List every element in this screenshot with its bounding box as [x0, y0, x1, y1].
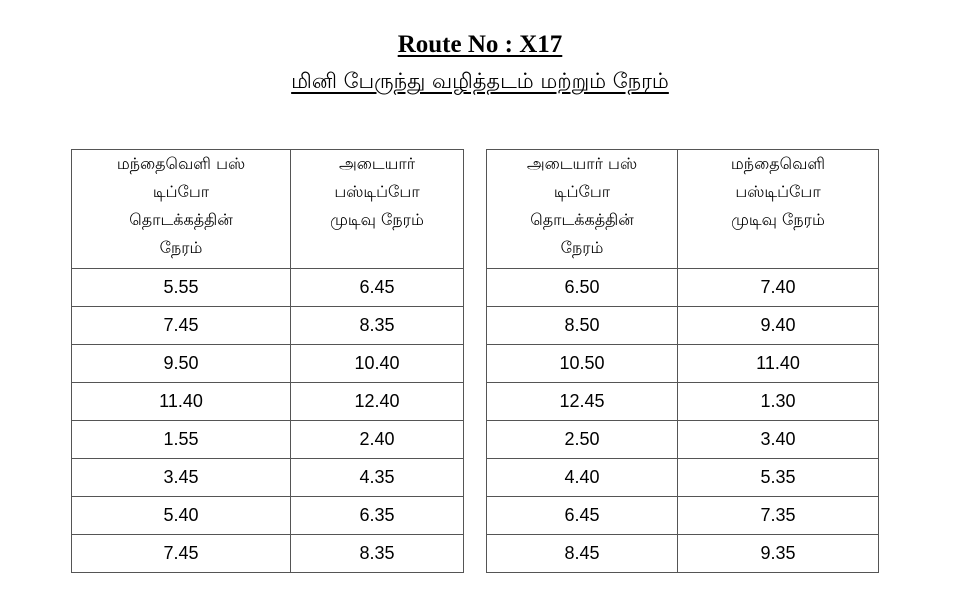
end-time-cell: 9.35: [678, 535, 879, 573]
header-line: டிப்போ: [152, 182, 210, 201]
timetable-mandaveli-to-adyar: [71, 149, 464, 573]
start-time-cell: 2.50: [487, 421, 678, 459]
table-row: [487, 421, 879, 459]
header-line: டிப்போ: [553, 182, 611, 201]
table-row: [487, 535, 879, 573]
column-header-end-time: [678, 150, 879, 269]
table-row: [72, 383, 464, 421]
end-time-cell: 1.30: [678, 383, 879, 421]
table-row: [72, 459, 464, 497]
table-row: [487, 383, 879, 421]
header-line: பஸ்டிப்போ: [735, 182, 821, 201]
start-time-cell: 12.45: [487, 383, 678, 421]
table-row: [487, 497, 879, 535]
table-row: [487, 269, 879, 307]
start-time-cell: 3.45: [72, 459, 291, 497]
start-time-cell: 8.45: [487, 535, 678, 573]
end-time-cell: 4.35: [291, 459, 464, 497]
start-time-cell: 9.50: [72, 345, 291, 383]
end-time-cell: 5.35: [678, 459, 879, 497]
start-time-cell: 6.50: [487, 269, 678, 307]
start-time-cell: 6.45: [487, 497, 678, 535]
start-time-cell: 7.45: [72, 307, 291, 345]
header-line: அடையார் பஸ்: [526, 154, 638, 173]
timetable-adyar-to-mandaveli: [486, 149, 879, 573]
header-line: பஸ்டிப்போ: [334, 182, 420, 201]
start-time-cell: 5.55: [72, 269, 291, 307]
column-header-end-time: [291, 150, 464, 269]
end-time-cell: 3.40: [678, 421, 879, 459]
header-line: மந்தைவெளி பஸ்: [116, 154, 246, 173]
start-time-cell: 11.40: [72, 383, 291, 421]
start-time-cell: 1.55: [72, 421, 291, 459]
column-header-start-time: [72, 150, 291, 269]
end-time-cell: 6.45: [291, 269, 464, 307]
end-time-cell: 10.40: [291, 345, 464, 383]
start-time-cell: 10.50: [487, 345, 678, 383]
header-line: நேரம்: [560, 238, 604, 257]
header-line: தொடக்கத்தின்: [530, 210, 634, 229]
end-time-cell: 8.35: [291, 307, 464, 345]
table-row: [72, 345, 464, 383]
table-row: [72, 269, 464, 307]
table-row: [72, 535, 464, 573]
header-line: அடையார்: [338, 154, 416, 173]
route-title-text: Route No : X17: [397, 31, 563, 58]
column-header-start-time: [487, 150, 678, 269]
route-title: [0, 30, 960, 60]
start-time-cell: 4.40: [487, 459, 678, 497]
header-line: முடிவு நேரம்: [330, 210, 424, 229]
header-row: [72, 150, 464, 269]
table-row: [487, 307, 879, 345]
header-row: [487, 150, 879, 269]
header-line: நேரம்: [159, 238, 203, 257]
end-time-cell: 7.35: [678, 497, 879, 535]
header-line: முடிவு நேரம்: [731, 210, 825, 229]
start-time-cell: 7.45: [72, 535, 291, 573]
end-time-cell: 2.40: [291, 421, 464, 459]
end-time-cell: 11.40: [678, 345, 879, 383]
end-time-cell: 8.35: [291, 535, 464, 573]
page-subtitle: [0, 66, 960, 96]
table-row: [72, 307, 464, 345]
table-row: [487, 345, 879, 383]
start-time-cell: 5.40: [72, 497, 291, 535]
end-time-cell: 6.35: [291, 497, 464, 535]
table-row: [487, 459, 879, 497]
table-row: [72, 421, 464, 459]
end-time-cell: 7.40: [678, 269, 879, 307]
header-line: தொடக்கத்தின்: [129, 210, 233, 229]
header-line: மந்தைவெளி: [730, 154, 826, 173]
start-time-cell: 8.50: [487, 307, 678, 345]
end-time-cell: 9.40: [678, 307, 879, 345]
table-row: [72, 497, 464, 535]
subtitle-text: மினி பேருந்து வழித்தடம் மற்றும் நேரம்: [291, 69, 669, 93]
end-time-cell: 12.40: [291, 383, 464, 421]
